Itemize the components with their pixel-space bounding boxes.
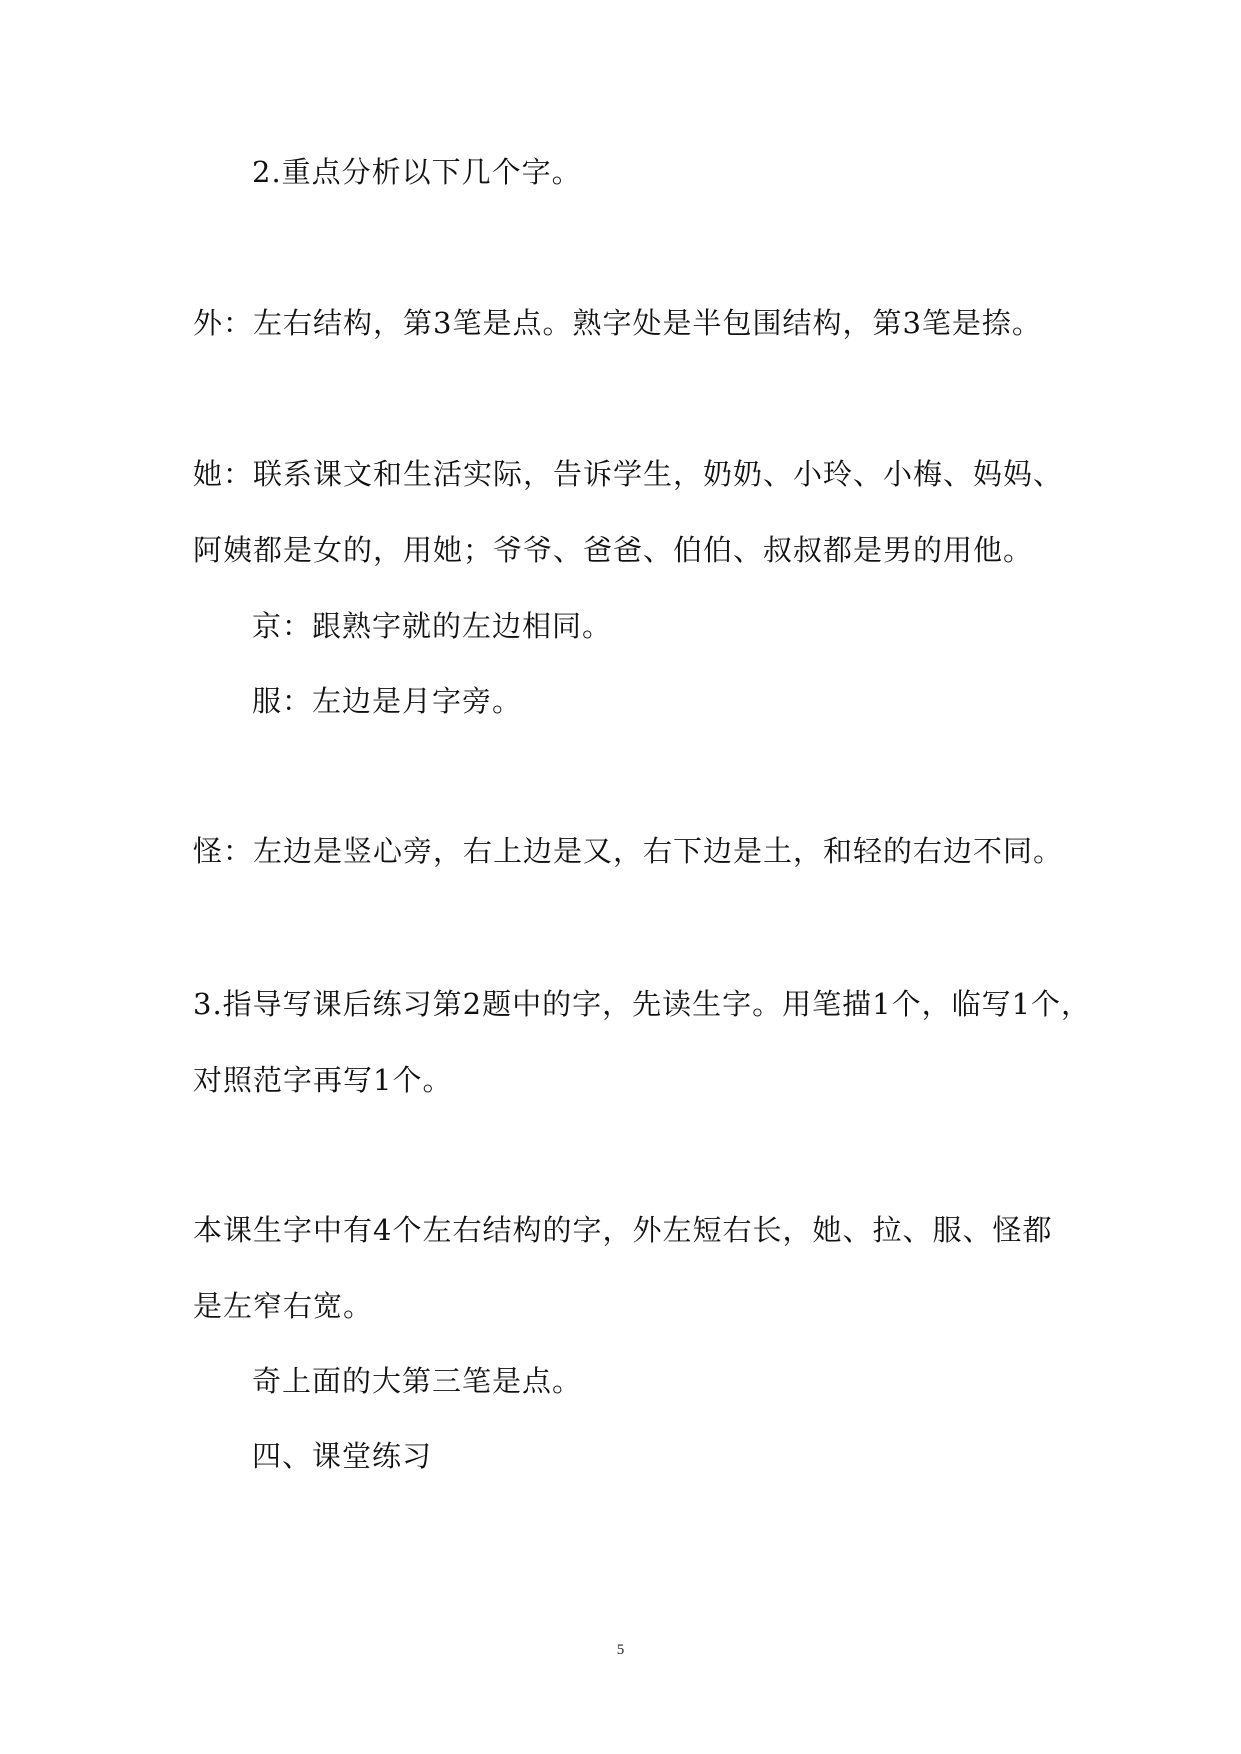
paragraph-line: 服：左边是月字旁。 [252, 684, 523, 718]
paragraph-line: 怪：左边是竖心旁，右上边是又，右下边是土，和轻的右边不同。 [193, 834, 1064, 868]
page-number: 5 [616, 1642, 625, 1658]
paragraph-line: 奇上面的大第三笔是点。 [252, 1364, 583, 1398]
paragraph-line: 3.指导写课后练习第2题中的字，先读生字。用笔描1个，临写1个， [193, 987, 1092, 1021]
paragraph-line: 2.重点分析以下几个字。 [252, 155, 582, 189]
paragraph-line: 本课生字中有4个左右结构的字，外左短右长，她、拉、服、怪都 [193, 1213, 1053, 1247]
paragraph-line: 外：左右结构，第3笔是点。熟字处是半包围结构，第3笔是捺。 [193, 306, 1042, 340]
section-heading: 四、课堂练习 [252, 1439, 433, 1473]
paragraph-line: 对照范字再写1个。 [193, 1063, 453, 1097]
paragraph-line: 京：跟熟字就的左边相同。 [252, 609, 613, 643]
paragraph-line: 她：联系课文和生活实际，告诉学生，奶奶、小玲、小梅、妈妈、 [193, 457, 1064, 491]
paragraph-line: 是左窄右宽。 [193, 1289, 374, 1323]
paragraph-line: 阿姨都是女的，用她；爷爷、爸爸、伯伯、叔叔都是男的用他。 [193, 533, 1034, 567]
